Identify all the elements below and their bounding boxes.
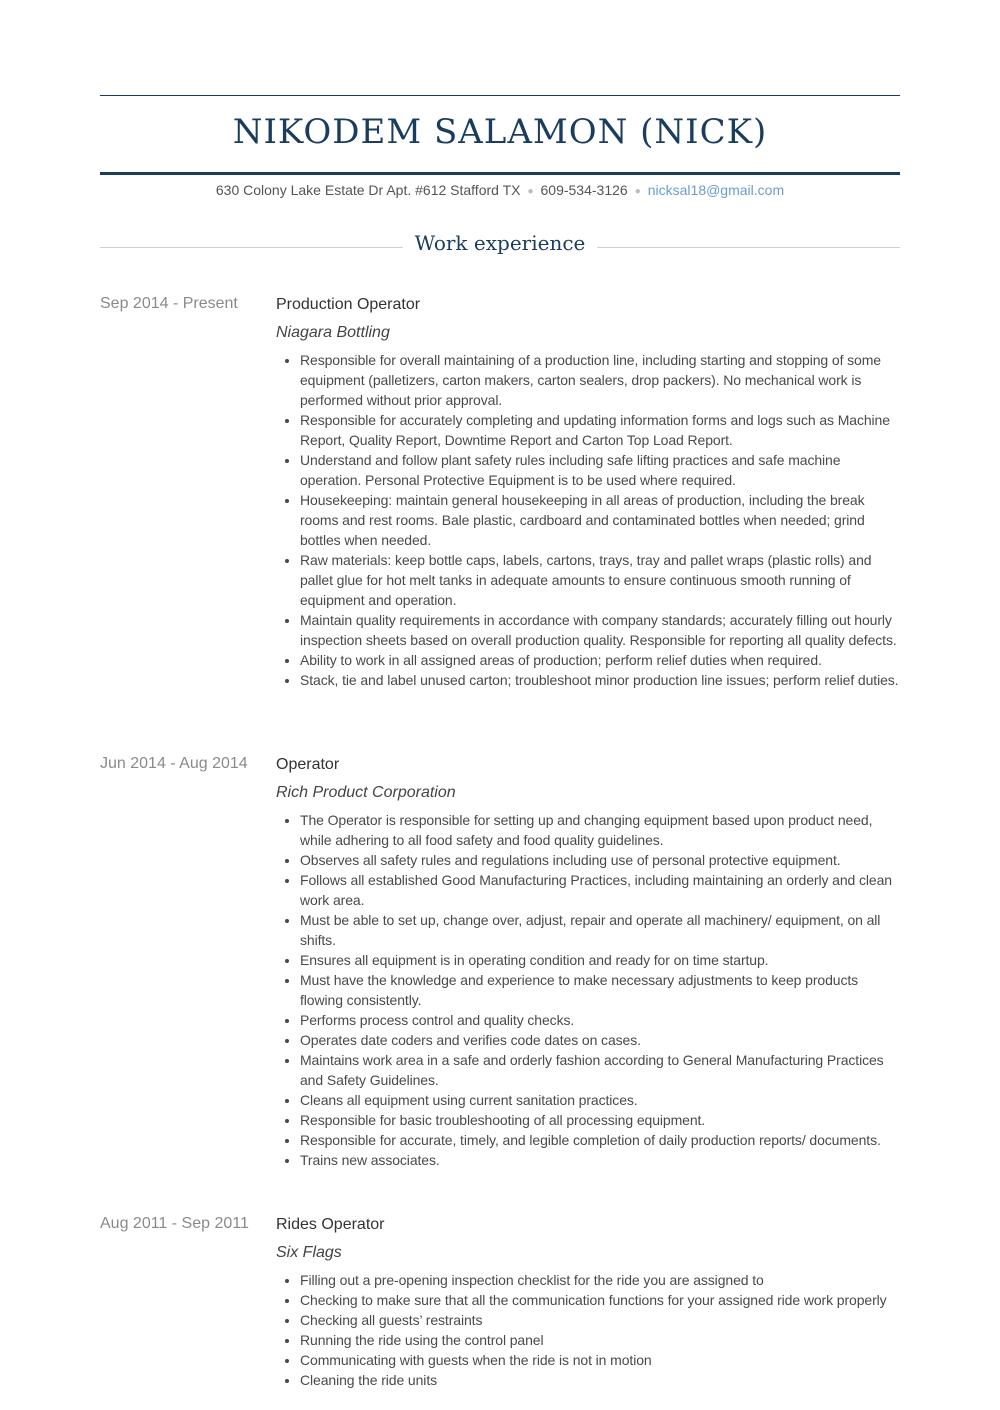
job-duty: • Follows all established Good Manufacturing Practices, including maintaining an orderly and clean work area. (300, 870, 900, 910)
separator-dot-icon: ● (527, 186, 534, 197)
separator-dot-icon: ● (634, 186, 641, 197)
job-role: Rides Operator (276, 1216, 385, 1233)
job-duty: • Observes all safety rules and regulations including use of personal protective equipment. (300, 850, 900, 870)
job-duty: • Ability to work in all assigned areas of production; perform relief duties when required. (300, 650, 900, 670)
job-duty: • Must have the knowledge and experience to make necessary adjustments to keep products flowing consistently. (300, 970, 900, 1010)
job-duty: • Filling out a pre-opening inspection checklist for the ride you are assigned to (300, 1270, 900, 1290)
contact-email-link[interactable]: nicksal18@gmail.com (647, 182, 785, 198)
job-role: Operator (276, 756, 340, 773)
job-dates: Sep 2014 - Present (100, 295, 238, 312)
job-duty: • Stack, tie and label unused carton; troubleshoot minor production line issues; perform relief duties. (300, 670, 900, 690)
job-body (276, 1215, 900, 1390)
job-duties-list (276, 1270, 900, 1390)
job-duty: • Checking all guests’ restraints (300, 1310, 900, 1330)
job-duty: • Checking to make sure that all the communication functions for your assigned ride work properly (300, 1290, 900, 1310)
job-duty: • The Operator is responsible for setting up and changing equipment based upon product need, while adhering to all food safety and food quality guidelines. (300, 810, 900, 850)
section-title: Work experience (414, 231, 586, 255)
job-role: Production Operator (276, 296, 421, 313)
job-duty: • Responsible for accurately completing and updating information forms and logs such as Machine Report, Quality Report, Downtime Report and Carton Top Load Report. (300, 410, 900, 450)
job-duty: • Must be able to set up, change over, adjust, repair and operate all machinery/ equipment, on all shifts. (300, 910, 900, 950)
job-body (276, 755, 900, 1170)
header-top-rule (100, 95, 900, 96)
heading-rule-left (100, 247, 403, 248)
job-duty: • Trains new associates. (300, 1150, 900, 1170)
job-duty: • Responsible for accurate, timely, and legible completion of daily production reports/ documents. (300, 1130, 900, 1150)
job-duty: • Raw materials: keep bottle caps, labels, cartons, trays, tray and pallet wraps (plastic rolls) and pallet glue for hot melt tanks in adequate amounts to ensure continuous smooth running of equipment and operation. (300, 550, 900, 610)
job-duty: • Responsible for overall maintaining of a production line, including starting and stopping of some equipment (palletizers, carton makers, carton sealers, drop packers). No mechanical work is performed without prior approval. (300, 350, 900, 410)
work-experience-heading (100, 230, 900, 260)
job-duty: • Ensures all equipment is in operating condition and ready for on time startup. (300, 950, 900, 970)
job-duty: • Performs process control and quality checks. (300, 1010, 900, 1030)
job-duty: • Maintain quality requirements in accordance with company standards; accurately filling out hourly inspection sheets based on overall production quality. Responsible for reporting all quality defects. (300, 610, 900, 650)
header-bottom-rule (100, 172, 900, 175)
job-duty: • Responsible for basic troubleshooting of all processing equipment. (300, 1110, 900, 1130)
job-duty: • Running the ride using the control panel (300, 1330, 900, 1350)
candidate-name: NIKODEM SALAMON (NICK) (232, 112, 768, 152)
contact-phone: 609-534-3126 (540, 182, 628, 198)
contact-address: 630 Colony Lake Estate Dr Apt. #612 Stafford TX (215, 182, 521, 198)
job-duties-list (276, 810, 900, 1170)
job-duty: • Cleaning the ride units (300, 1370, 900, 1390)
job-duty: • Communicating with guests when the ride is not in motion (300, 1350, 900, 1370)
job-duty: • Housekeeping: maintain general housekeeping in all areas of production, including the break rooms and rest rooms. Bale plastic, cardboard and contaminated bottles when needed; grind bottles when needed. (300, 490, 900, 550)
job-company: Niagara Bottling (276, 324, 390, 341)
job-dates: Aug 2011 - Sep 2011 (100, 1215, 249, 1232)
heading-rule-right (597, 247, 900, 248)
job-body (276, 295, 900, 690)
contact-line (100, 182, 900, 198)
job-company: Six Flags (276, 1244, 342, 1261)
job-duties-list (276, 350, 900, 690)
job-duty: • Operates date coders and verifies code dates on cases. (300, 1030, 900, 1050)
job-company: Rich Product Corporation (276, 784, 456, 801)
job-duty: • Cleans all equipment using current sanitation practices. (300, 1090, 900, 1110)
job-duty: • Maintains work area in a safe and orderly fashion according to General Manufacturing Practices and Safety Guidelines. (300, 1050, 900, 1090)
job-duty: • Understand and follow plant safety rules including safe lifting practices and safe machine operation. Personal Protective Equipment is to be used where required. (300, 450, 900, 490)
job-dates: Jun 2014 - Aug 2014 (100, 755, 248, 772)
